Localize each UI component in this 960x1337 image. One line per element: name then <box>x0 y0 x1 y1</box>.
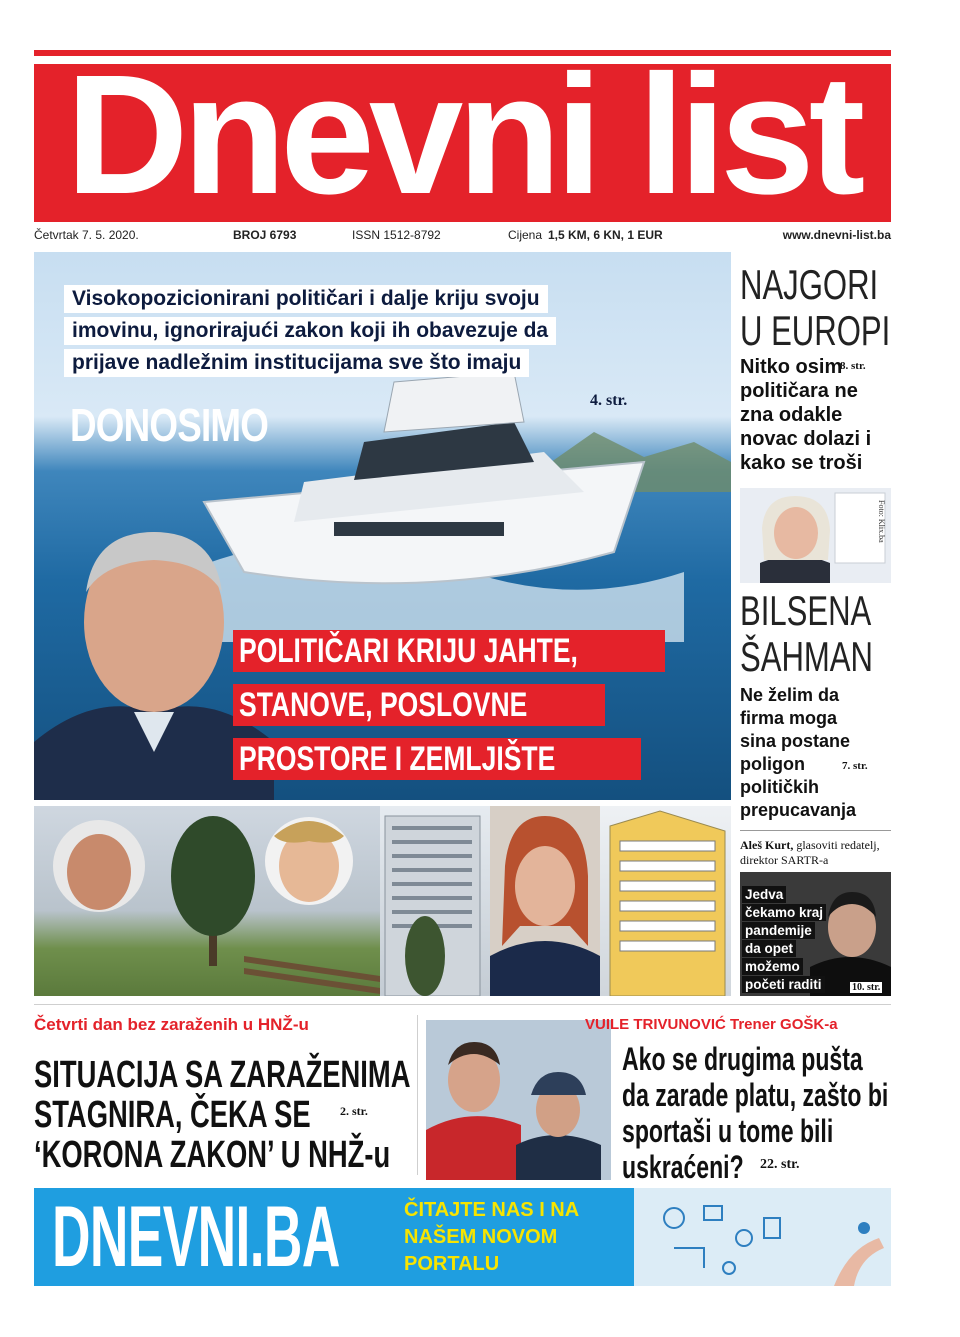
top-red-rule <box>34 50 891 56</box>
right-story-2-subhead-line-5: političkih <box>740 777 820 797</box>
right-story-2-headline[interactable] <box>740 588 888 680</box>
lead-headline-line-1[interactable] <box>233 630 665 672</box>
website-link[interactable]: www.dnevni-list.ba <box>782 228 891 242</box>
lead-headline-text-1: POLITIČARI KRIJU JAHTE, <box>239 632 578 670</box>
banner-line-1: ČITAJTE NAS I NA <box>404 1199 580 1221</box>
portal-banner[interactable] <box>34 1188 891 1286</box>
bottom-right-headline-line-3[interactable]: sportaši u tome bili <box>622 1113 834 1149</box>
lead-headline-line-3[interactable] <box>233 738 641 780</box>
bottom-left-headline-line-1[interactable]: SITUACIJA SA ZARAŽENIMA <box>34 1054 411 1096</box>
right-story-2-page-ref: 7. str. <box>842 760 868 772</box>
building-illustration <box>380 806 490 996</box>
building-photo-2 <box>600 806 731 996</box>
right-story-3-caption-name: Aleš Kurt, <box>740 838 794 852</box>
issue-date: Četvrtak 7. 5. 2020. <box>34 228 139 242</box>
right-story-2-subhead-line-6: prepucavanja <box>740 800 857 820</box>
right-story-2-subhead-line-2: firma moga <box>740 708 838 728</box>
apartment-illustration <box>600 806 731 996</box>
right-story-2-subhead-line-3: sina postane <box>740 731 851 751</box>
bottom-right-page-ref: 22. str. <box>760 1157 800 1172</box>
right-story-2-photo <box>740 488 891 583</box>
right-column-divider <box>740 830 891 831</box>
right-story-1-subhead <box>740 355 900 475</box>
digital-icons-illustration <box>634 1188 891 1286</box>
right-story-1-headline-line-2: U EUROPI <box>740 307 891 354</box>
bottom-left-headline-line-2[interactable]: STAGNIRA, ČEKA SE <box>34 1094 311 1136</box>
masthead-info-bar <box>34 226 891 244</box>
right-story-2-headline-line-1: BILSENA <box>740 587 872 634</box>
landscape-photo <box>34 806 380 996</box>
woman-portrait-photo <box>490 806 600 996</box>
photo-strip <box>34 806 731 996</box>
lead-headline-text-3: PROSTORE I ZEMLJIŠTE <box>239 740 556 778</box>
lead-subhead-line-2: imovinu, ignorirajući zakon koji ih obavezuje da <box>64 317 556 345</box>
right-story-2-headline-line-2: ŠAHMAN <box>740 633 873 680</box>
masthead <box>34 64 891 222</box>
lead-subhead-line-3: prijave nadležnim institucijama sve što imaju <box>64 349 529 377</box>
banner-line-2: NAŠEM NOVOM <box>404 1226 558 1248</box>
tree-illustration <box>34 806 380 996</box>
lead-label: DONOSIMO <box>70 399 269 451</box>
lead-subhead-line-1: Visokopozicionirani političari i dalje kriju svoju <box>64 285 548 313</box>
right-story-3-page-ref: 10. str. <box>852 982 881 993</box>
newspaper-title: Dnevni list <box>65 64 860 222</box>
right-story-1-subhead-line-3: zna odakle <box>740 404 843 426</box>
price: 1,5 KM, 6 KN, 1 EUR <box>548 228 663 242</box>
photo-credit: Foto: Klix.ba <box>877 500 886 543</box>
right-story-1-subhead-line-5: kako se troši <box>740 452 863 474</box>
building-photo-1 <box>380 806 490 996</box>
right-story-1-subhead-line-2: političara ne <box>740 380 858 402</box>
right-story-3-caption-text: glasoviti redatelj, direktor SARTR-a <box>740 838 880 867</box>
bottom-right-headline-line-2[interactable]: da zarade platu, zašto bi <box>622 1077 889 1113</box>
bottom-left-headline-line-3[interactable]: ‘KORONA ZAKON’ U NHŽ-u <box>34 1134 391 1176</box>
issn: ISSN 1512-8792 <box>352 228 441 242</box>
right-story-1-subhead-line-1: Nitko osim <box>740 356 843 378</box>
right-story-3-caption <box>740 838 891 868</box>
quote-line-6: početi raditi <box>742 976 825 993</box>
coaches-illustration <box>426 1020 611 1180</box>
quote-line-1: Jedva <box>742 886 786 903</box>
quote-line-2: čekamo kraj <box>742 904 826 921</box>
section-divider <box>34 1004 891 1005</box>
right-story-1-page-ref: 8. str. <box>840 360 866 372</box>
bottom-right-headline-line-4[interactable]: uskraćeni? <box>622 1149 744 1185</box>
quote-line-5: možemo <box>742 958 803 975</box>
vertical-divider <box>417 1015 418 1175</box>
price-label: Cijena <box>508 228 543 242</box>
woman-blonde-illustration <box>740 488 891 583</box>
right-story-3-photo[interactable] <box>740 872 891 996</box>
right-story-1-headline[interactable] <box>740 262 903 354</box>
bottom-right-photo <box>426 1020 611 1180</box>
quote-line-3: pandemije <box>742 922 815 939</box>
bottom-right-headline-line-1[interactable]: Ako se drugima pušta <box>622 1041 863 1077</box>
woman-illustration <box>490 806 600 996</box>
right-story-2-subhead-line-1: Ne želim da <box>740 685 840 705</box>
quote-line-4: da opet <box>742 940 796 957</box>
banner-title: DNEVNI.BA <box>52 1189 340 1285</box>
banner-line-3: PORTALU <box>404 1253 500 1275</box>
bottom-left-kicker: Četvrti dan bez zaraženih u HNŽ-u <box>34 1015 309 1034</box>
bottom-left-page-ref: 2. str. <box>340 1104 368 1118</box>
right-story-2-subhead <box>740 684 890 822</box>
lead-page-ref: 4. str. <box>590 392 628 409</box>
right-story-2-subhead-line-4: poligon <box>740 754 805 774</box>
lead-headline-line-2[interactable] <box>233 684 605 726</box>
lead-headline-text-2: STANOVE, POSLOVNE <box>239 686 528 724</box>
bottom-right-kicker: VUILE TRIVUNOVIĆ Trener GOŠK-a <box>585 1016 838 1033</box>
issue-number: BROJ 6793 <box>233 228 297 242</box>
right-story-1-subhead-line-4: novac dolazi i <box>740 428 872 450</box>
right-story-1-headline-line-1: NAJGORI <box>740 261 879 308</box>
